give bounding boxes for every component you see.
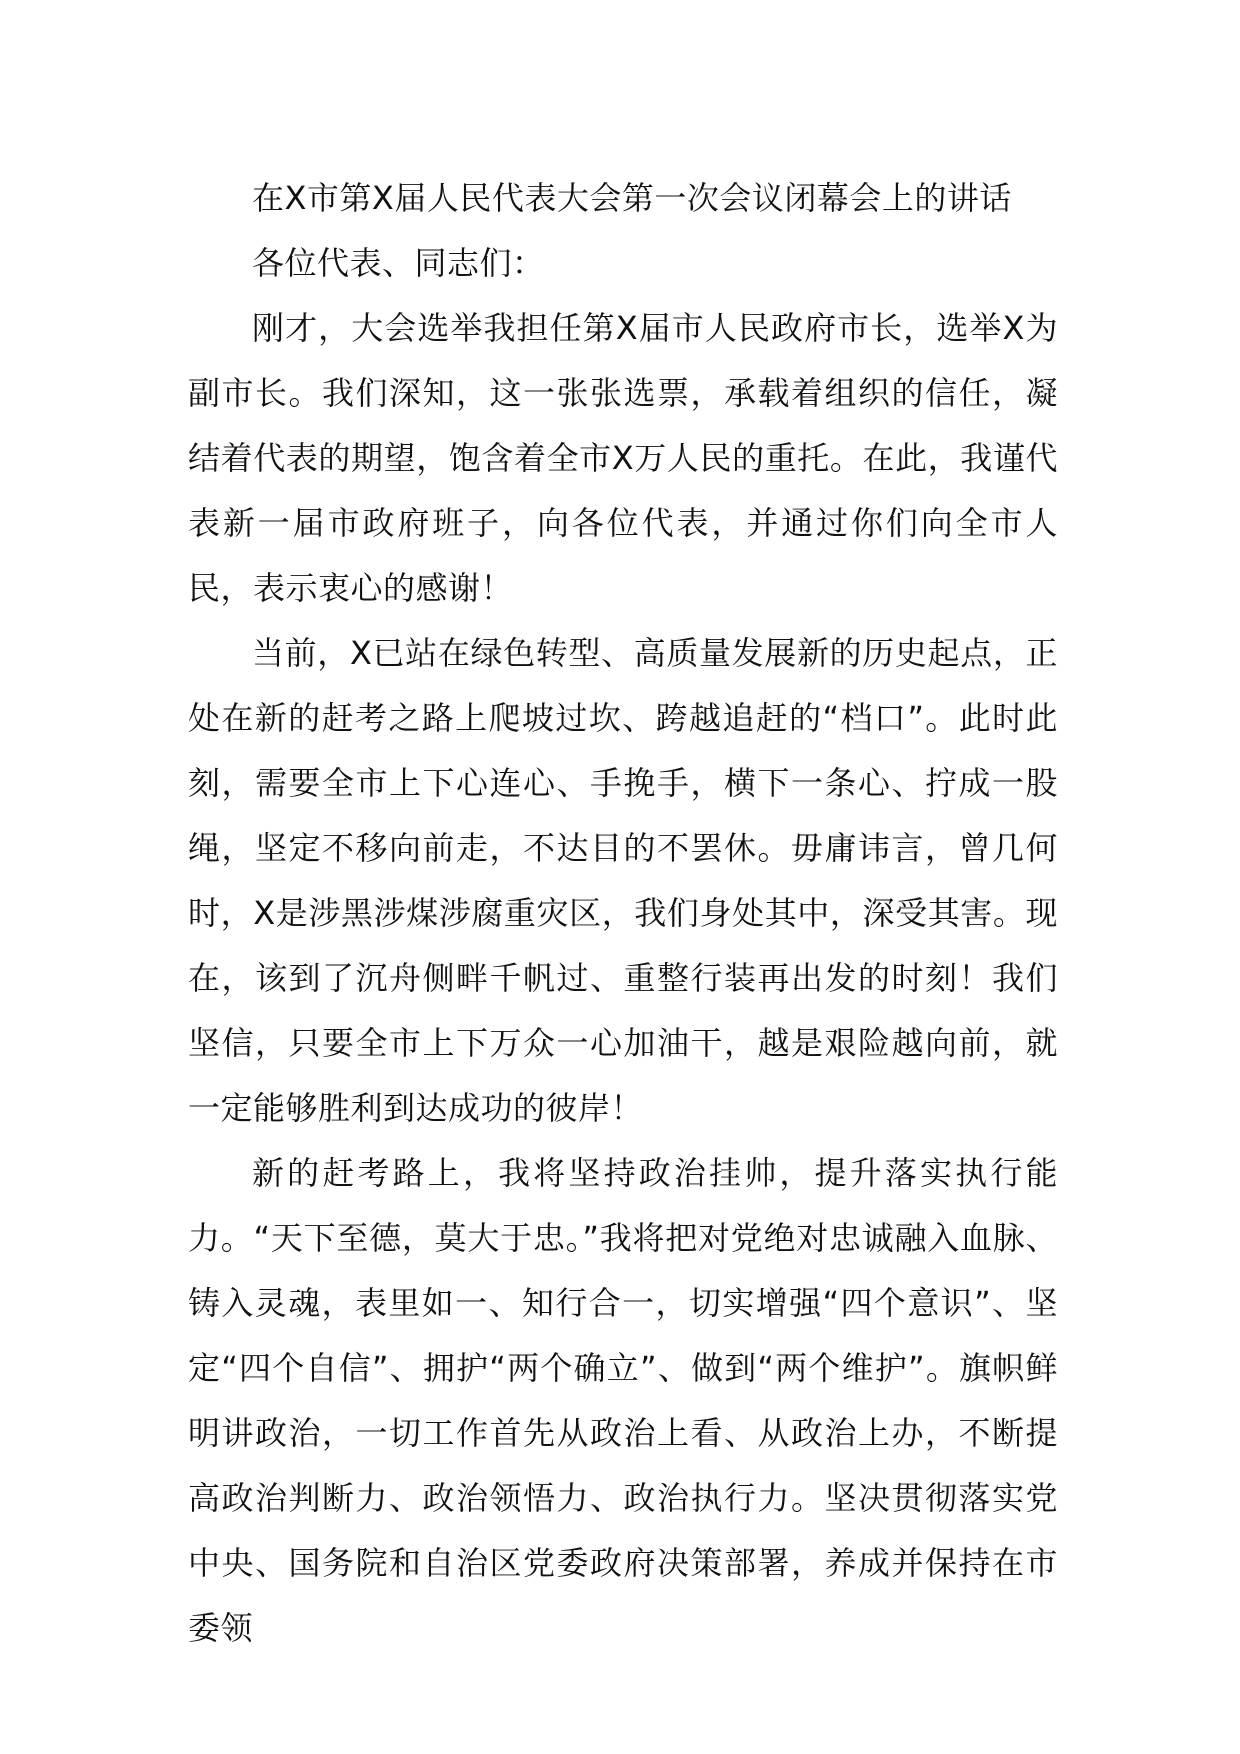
paragraph-3: 新的赶考路上，我将坚持政治挂帅，提升落实执行能力。“天下至德，莫大于忠。”我将把对党绝对忠诚融入血脉、铸入灵魂，表里如一、知行合一，切实增强“四个意识”、坚定“四个自信”、拥护“两个确立”、做到“两个维护”。旗帜鲜明讲政治，一切工作首先从政治上看、从政治上办，不断提高政治判断力、政治领悟力、政治执行力。坚决贯彻落实党中央、国务院和自治区党委政府决策部署，养成并保持在市委领: [188, 1154, 1058, 1647]
paragraph-1: 刚才，大会选举我担任第X届市人民政府市长，选举X为副市长。我们深知，这一张张选票，承载着组织的信任，凝结着代表的期望，饱含着全市X万人民的重托。在此，我谨代表新一届市政府班子，向各位代表，并通过你们向全市人民，表示衷心的感谢！: [188, 309, 1058, 607]
document-body: [188, 166, 1058, 1661]
salutation: 各位代表、同志们：: [252, 244, 545, 282]
paragraph-2: 当前，X已站在绿色转型、高质量发展新的历史起点，正处在新的赶考之路上爬坡过坎、跨越追赶的“档口”。此时此刻，需要全市上下心连心、手挽手，横下一条心、拧成一股绳，坚定不移向前走，不达目的不罢休。毋庸讳言，曾几何时，X是涉黑涉煤涉腐重灾区，我们身处其中，深受其害。现在，该到了沉舟侧畔千帆过、重整行装再出发的时刻！我们坚信，只要全市上下万众一心加油干，越是艰险越向前，就一定能够胜利到达成功的彼岸！: [188, 634, 1058, 1127]
document-title: 在X市第X届人民代表大会第一次会议闭幕会上的讲话: [252, 179, 1012, 217]
